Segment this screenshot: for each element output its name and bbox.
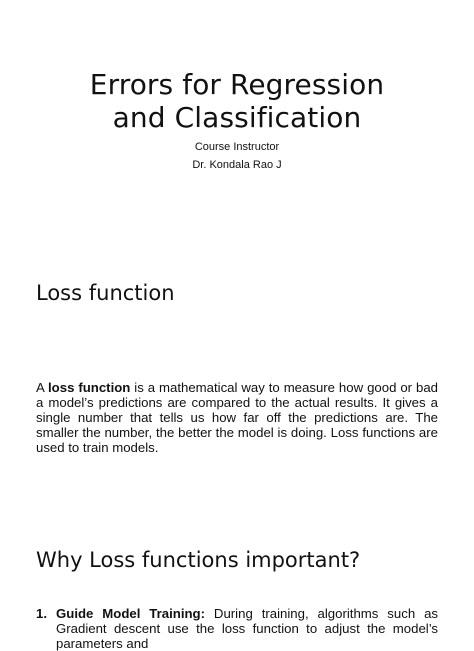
list-number: 1. (36, 606, 47, 621)
slide-title (0, 68, 474, 134)
title-line-2: and Classification (112, 101, 362, 134)
instructor-label: Course Instructor (194, 141, 280, 153)
list-item-title: Guide Model Training: (56, 606, 205, 621)
para-lead: A (36, 380, 49, 395)
para-bold-term: loss function (48, 380, 131, 395)
why-loss-heading: Why Loss functions important? (36, 548, 361, 572)
importance-list (36, 606, 438, 651)
loss-function-paragraph (36, 380, 438, 455)
loss-function-heading: Loss function (36, 281, 175, 305)
para-body: is a mathematical way to measure how good or bad a model’s predictions are compared to the actual results. It gives a single number that tells us how far off the predictions are. The smaller the number, the better the model is doing. Loss functions are used to train models. (36, 380, 439, 455)
title-line-1: Errors for Regression (89, 68, 385, 101)
list-item-text: During training, algorithms such as Gradient descent use the loss function to adjust the model’s parameters and (56, 606, 439, 651)
instructor-name: Dr. Kondala Rao J (192, 159, 282, 171)
list-item (36, 606, 438, 651)
